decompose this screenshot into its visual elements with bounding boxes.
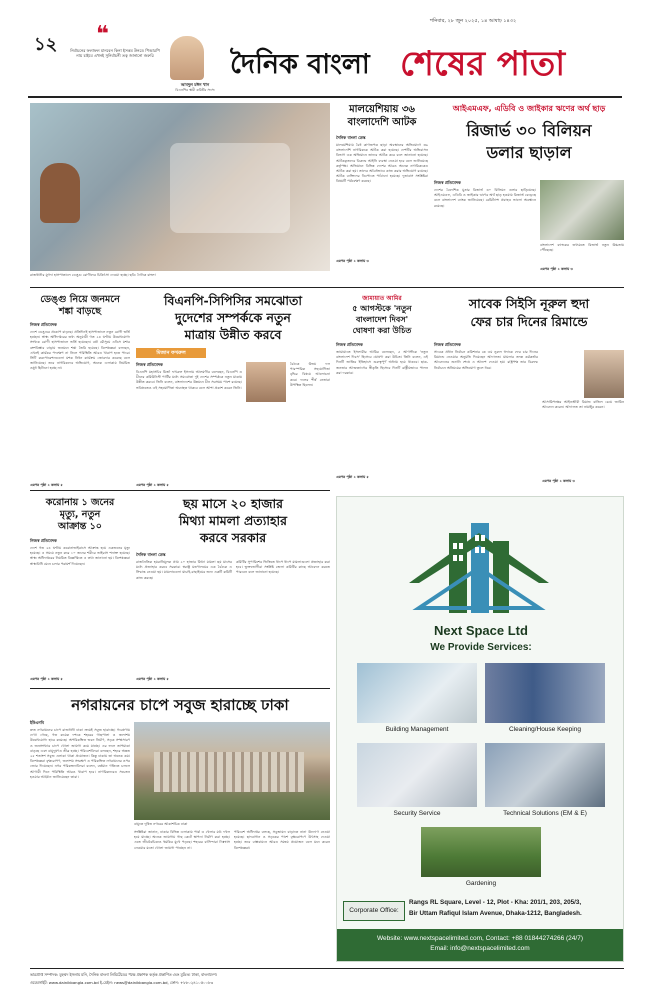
jamaat-continued: এরপর পৃষ্ঠা ২ কলাম ৫	[336, 475, 369, 479]
service-technical-label: Technical Solutions (EM & E)	[503, 810, 587, 817]
case-continued: এরপর পৃষ্ঠা ২ কলাম ৫	[136, 677, 169, 681]
reserve-headline-1: রিজার্ভ ৩০ বিলিয়ন	[466, 121, 592, 140]
service-cleaning-label: Cleaning/House Keeping	[509, 726, 581, 733]
divider-1	[30, 287, 624, 288]
jamaat-headline-1: ৫ আগস্টকে 'নতুন	[352, 304, 412, 313]
next-space-ad[interactable]	[336, 496, 624, 962]
dengue-body: দেশে ডেঙ্গুর প্রকোপ বাড়ছে। প্রতিদিনই হাসপাতালে নতুন রোগী ভর্তি হচ্ছেন। স্বাস্থ্য অধিদপ্তরের তথ্য অনুযায়ী গত ২৪ ঘণ্টায় উল্লেখযোগ্য সংখ্যক রোগী হাসপাতালে ভর্তি হয়েছেন। বর্ষা মৌসুমে এডিস মশার বংশবিস্তার বাড়ায় জনমনে শঙ্কা তৈরি হয়েছে। বিশেষজ্ঞরা বলছেন, এখনই কার্যকর পদক্ষেপ না নিলে পরিস্থিতি আরও খারাপ হতে পারে। সিটি করপোরেশনগুলো মশক নিধন কার্যক্রম জোরদার করেছে বলে জানিয়েছে। তবে নাগরিকদের অভিযোগ, অনেক এলাকায় নিয়মিত ওষুধ ছিটানো হচ্ছে না।	[30, 330, 130, 371]
jamaat-headline-3: ঘোষণা করা উচিত	[352, 326, 412, 335]
ad-address-2: Bir Uttam Rafiqul Islam Avenue, Dhaka-1212, Bangladesh.	[409, 910, 582, 917]
service-photo-gardening	[421, 827, 541, 877]
reserve-continued: এরপর পৃষ্ঠা ২ কলাম ৩	[540, 267, 573, 271]
divider-3	[30, 688, 330, 689]
case-headline-2: মিথ্যা মামলা প্রত্যাহার	[178, 513, 288, 528]
service-security-label: Security Service	[393, 810, 441, 817]
service-photo-cleaning	[485, 663, 605, 723]
dhaka-aerial-photo	[134, 722, 330, 820]
bnp-headline-1: বিএনপি-সিপিসির সমঝোতা	[163, 293, 303, 308]
next-space-logo-icon	[389, 513, 569, 623]
dengue-byline: নিজস্ব প্রতিবেদক	[30, 322, 57, 327]
huda-photo	[584, 350, 624, 398]
divider-2	[30, 490, 330, 491]
ad-contact-bar	[337, 929, 623, 961]
bnp-body: বিএনপি মহাসচিব মির্জা ফখরুল ইসলাম আলমগীর বলেছেন, বিএনপি ও চীনের কমিউনিস্ট পার্টির মধ্যে সমঝোতা দুই দেশের সম্পর্ককে নতুন মাত্রায় উন্নীত করবে। তিনি বলেন, বাংলাদেশের উন্নয়নে চীন সবসময় পাশে রয়েছে। ভবিষ্যতেও এই সহযোগিতা অব্যাহত থাকবে বলে আশা প্রকাশ করেন তিনি।	[136, 370, 242, 390]
masthead-quote: নির্বাচনের ফলাফল মানবেন কিনা ইসকম উনডে পিআরপি নায় চাইবে এখনই সুনির্বাচনী তত্ব জানানো জরুরি	[70, 48, 160, 59]
footer-imprint: ভারপ্রাপ্ত সম্পাদক: মুহম্মদ ইসলাম মনি, দৈনিক বাংলা লিমিটেডের পক্ষে প্রকাশক কর্তৃক প্রকাশিত এবং মুদ্রিত। ঢাকা, বাংলাদেশ।	[30, 972, 217, 977]
service-photo-technical	[485, 743, 605, 807]
masthead-title-left: দৈনিক বাংলা	[230, 49, 370, 80]
dhaka-body-3: পরিবেশ অধিদপ্তর বলছে, সবুজায়ন বাড়াতে নানা উদ্যোগ নেওয়া হয়েছে। ছাদবাগান ও সড়কের পাশে বৃক্ষরোপণে উৎসাহ দেওয়া হচ্ছে। তবে বাস্তবায়নে আরও সমন্বয় প্রয়োজন বলে মনে করেন বিশেষজ্ঞরা।	[234, 830, 330, 850]
service-photo-building	[357, 663, 477, 723]
masthead-title-right: শেষের পাতা	[400, 44, 566, 84]
dhaka-photo-caption: বায়ুতে দূষিত নগরের আকাশচিত্র ঢাকা	[134, 822, 188, 826]
case-headline-3: করবে সরকার	[199, 530, 267, 545]
quote-author: আবদুল মঈন খান	[180, 82, 210, 87]
jamaat-kicker: জামায়াত আমির	[362, 295, 402, 302]
reserve-body-2: বাংলাদেশ ব্যাংকের তথ্যমতে রিজার্ভ নতুন উচ্চতায় পৌঁছেছে।	[540, 243, 624, 253]
service-building-label: Building Management	[385, 726, 449, 733]
huda-headline-2: ফের চার দিনের রিমান্ডে	[470, 314, 588, 329]
dhaka-body-2: সংশ্লিষ্টরা জানান, ঢাকার বিভিন্ন এলাকায় পার্ক ও খেলার মাঠ দখল হয়ে যাচ্ছে। অনেক জায়গায় গাছ কেটে স্থাপনা নির্মাণ করা হচ্ছে। এতে জীববৈচিত্র্যও হুমকির মুখে পড়ছে। শহরের বাসিন্দারা নিঃশ্বাস নেওয়ার মতো খোলা জায়গা পাচ্ছেন না।	[134, 830, 230, 850]
huda-body: সাবেক প্রধান নির্বাচন কমিশনার কে এম নূরুল হুদাকে ফের চার দিনের রিমান্ডে নেওয়ার অনুমতি দিয়েছেন আদালত। মামলার তদন্ত কর্মকর্তার আবেদনের শুনানি শেষে এ আদেশ দেওয়া হয়। রাষ্ট্রপক্ষ তার বিরুদ্ধে নির্বাচনে অনিয়মের অভিযোগ তুলে ধরে।	[434, 350, 538, 370]
dhaka-headline: নগরায়নের চাপে সবুজ হারাচ্ছে ঢাকা	[71, 696, 289, 714]
corona-headline-1: করোনায় ১ জনের	[45, 497, 115, 508]
bnp-continued: এরপর পৃষ্ঠা ২ কলাম ৫	[136, 483, 169, 487]
dengue-photo	[30, 103, 330, 271]
service-gardening-label: Gardening	[465, 880, 497, 887]
corona-byline: নিজস্ব প্রতিবেদক	[30, 538, 57, 543]
service-photo-security	[357, 743, 477, 807]
bnp-author-tag: মিজান ফখরুল	[136, 348, 206, 358]
corona-continued: এরপর পৃষ্ঠা ২ কলাম ৫	[30, 677, 63, 681]
reserve-kicker: আইএমএফ, এডিবি ও জাইকার ঋণের অর্থ ছাড়	[452, 104, 606, 113]
dollar-photo	[540, 180, 624, 240]
ad-company-name: Next Space Ltd	[434, 623, 528, 638]
ad-address-1: Rangs RL Square, Level - 12, Plot - Kha: 201/1, 203, 205/3,	[409, 899, 582, 906]
quote-author-photo	[170, 36, 204, 80]
malaysia-continued: এরপর পৃষ্ঠা ২ কলাম ৩	[336, 259, 369, 263]
corona-headline-3: আক্রান্ত ১০	[58, 521, 102, 532]
case-body: রাজনৈতিক হয়রানিমূলক প্রায় ২০ হাজার মিথ্যা মামলা ছয় মাসের মধ্যে প্রত্যাহার করবে সরকার। স্বরাষ্ট্র মন্ত্রণালয়ের এক বৈঠকে এ সিদ্ধান্ত নেওয়া হয়। মামলাগুলো যাচাই-বাছাইয়ের জন্য একটি কমিটি কাজ করছে।	[136, 560, 232, 580]
bnp-byline: নিজস্ব প্রতিবেদক	[136, 362, 163, 367]
ad-tagline: We Provide Services:	[430, 642, 532, 653]
page-number: ১২	[34, 34, 58, 55]
ad-email-line[interactable]: Email: info@nextspacelimited.com	[430, 945, 530, 952]
reserve-byline: নিজস্ব প্রতিবেদক	[434, 180, 461, 185]
jamaat-body: জামায়াতে ইসলামীর আমির বলেছেন, ৫ আগস্টকে 'নতুন বাংলাদেশ দিবস' হিসেবে ঘোষণা করা উচিত। তিনি বলেন, এই দিনটি জাতির ইতিহাসে গুরুত্বপূর্ণ অধ্যায় হয়ে থাকবে। ছাত্র-জনতার আত্মত্যাগের স্বীকৃতি হিসেবে দিনটি রাষ্ট্রীয়ভাবে পালন করা দরকার।	[336, 350, 428, 375]
case-byline: দৈনিক বাংলা ডেস্ক	[136, 552, 166, 557]
masthead-rule	[28, 96, 622, 98]
dateline: শনিবার, ২৮ জুন ২০২৫, ১৪ আষাঢ় ১৪৩২	[430, 18, 517, 24]
huda-continued: এরপর পৃষ্ঠা ২ কলাম ৩	[542, 479, 575, 483]
malaysia-body: মালয়েশিয়ায় বৈধ কাগজপত্র ছাড়া অবস্থানের অভিযোগে ৩৬ বাংলাদেশি নাগরিককে আটক করা হয়েছে। দেশটির অভিবাসন বিভাগ এক অভিযানে তাদের আটক করে বলে জানানো হয়েছে। আটককৃতদের বিরুদ্ধে আইনি ব্যবস্থা নেওয়া হবে বলে জানিয়েছে কর্তৃপক্ষ। অভিযানে বিভিন্ন দেশের আরও অনেক নাগরিককেও আটক করা হয়। তাদের অবৈধভাবে কাজ করার অভিযোগ রয়েছে। আটক ব্যক্তিদের ডিপোতে পাঠানো হয়েছে। দূতাবাস সংশ্লিষ্টরা বিষয়টি পর্যবেক্ষণ করছে।	[336, 143, 428, 184]
corona-body: দেশে গত ২৪ ঘণ্টায় করোনাভাইরাসে আক্রান্ত হয়ে একজনের মৃত্যু হয়েছে। এ সময়ে নতুন করে ১০ জনের শরীরে ভাইরাস শনাক্ত হয়েছে। স্বাস্থ্য অধিদপ্তরের নিয়মিত বিজ্ঞপ্তিতে এ তথ্য জানানো হয়। বিশেষজ্ঞরা স্বাস্থ্যবিধি মেনে চলার পরামর্শ দিয়েছেন।	[30, 546, 130, 566]
bnp-body-2: বৈঠকে উভয় দল পারস্পরিক সহযোগিতা বৃদ্ধির বিষয়ে আলোচনা করে। দলের শীর্ষ নেতারা উপস্থিত ছিলেন।	[290, 362, 330, 387]
jamaat-byline: নিজস্ব প্রতিবেদক	[336, 342, 363, 347]
ad-office-label: Corporate Office:	[343, 901, 405, 921]
quote-role: বিএনপির স্থায়ী কমিটির সদস্য	[175, 88, 215, 92]
case-headline-1: ছয় মাসে ২০ হাজার	[183, 496, 283, 511]
dhaka-body: দ্রুত নগরায়নের চাপে রাজধানী ঢাকা ক্রমেই সবুজ হারাচ্ছে। গবেষণায় দেখা গেছে, গত কয়েক দশকে শহরের গাছপালা ও জলাশয় উল্লেখযোগ্য হারে কমেছে। অপরিকল্পিত ভবন নির্মাণ, সড়ক সম্প্রসারণ ও জনসংখ্যার চাপে খোলা জায়গা কমে যাচ্ছে। এর ফলে তাপমাত্রা বাড়ছে এবং বায়ুদূষণও তীব্র হচ্ছে। পরিবেশবিদরা বলছেন, শহরে অন্তত ২৫ শতাংশ সবুজ এলাকা থাকা প্রয়োজন। কিন্তু ঢাকায় তা অনেক কম। বিশেষজ্ঞরা বৃক্ষরোপণ, জলাশয় সংরক্ষণ ও পরিকল্পিত নগরায়নের ওপর জোর দিয়েছেন। নগর পরিকল্পনাবিদরা বলেন, বর্তমান গতিতে চললে আগামী দিনে পরিস্থিতি আরও খারাপ হবে। নাগরিকদেরও সচেতন হওয়ার আহ্বান জানিয়েছেন তারা।	[30, 728, 130, 779]
jamaat-headline-2: বাংলাদেশ দিবস'	[355, 315, 409, 324]
dengue-photo-caption: রাজধানীর মুগদা হাসপাতালে ডেঙ্গু রোগীদের চিকিৎসা দেওয়া হচ্ছে। ছবি: দৈনিক বাংলা	[30, 273, 156, 277]
dengue-continued: এরপর পৃষ্ঠা ২ কলাম ৫	[30, 483, 63, 487]
dengue-headline-2: শঙ্কা বাড়ছে	[58, 306, 102, 317]
fakhrul-photo	[246, 362, 286, 402]
footer-rule	[30, 968, 624, 969]
malaysia-byline: দৈনিক বাংলা ডেস্ক	[336, 135, 366, 140]
bnp-headline-3: মাত্রায় উন্নীত করবে	[184, 327, 282, 342]
footer-contact: ওয়েবসাইট: www.dainikbangla.com.bd ই-মেইল: news@dainikbangla.com.bd, ফোন: +৮৮০২৪১০৫০০৮৩	[30, 980, 213, 985]
bnp-headline-2: দুদেশের সম্পর্ককে নতুন	[175, 310, 291, 325]
huda-headline-1: সাবেক সিইসি নূরুল হুদা	[468, 296, 590, 311]
reserve-body: দেশের বৈদেশিক মুদ্রার রিজার্ভ ৩০ বিলিয়ন ডলার ছাড়িয়েছে। আইএমএফ, এডিবি ও জাইকার ঋণের অর্থ ছাড় হওয়ায় রিজার্ভ বেড়েছে বলে বাংলাদেশ ব্যাংক জানিয়েছে। রেমিট্যান্স প্রবাহও ভালো অবস্থানে রয়েছে।	[434, 188, 536, 208]
huda-byline: নিজস্ব প্রতিবেদক	[434, 342, 461, 347]
reserve-headline-2: ডলার ছাড়াল	[486, 143, 572, 162]
dengue-headline-1: ডেঙ্গু নিয়ে জনমনে	[40, 294, 120, 305]
case-body-2: কমিটির সুপারিশের ভিত্তিতে ধাপে ধাপে মামলাগুলো প্রত্যাহার করা হবে। ভুক্তভোগীরা সংশ্লিষ্ট জেলা কমিটির কাছে আবেদন করতে পারবেন বলে জানানো হয়েছে।	[236, 560, 330, 575]
corona-headline-2: মৃত্যু, নতুন	[59, 509, 101, 520]
malaysia-headline: মালয়েশিয়ায় ৩৬ বাংলাদেশি আটক	[347, 104, 417, 128]
dhaka-byline: ইউএনবি	[30, 720, 44, 725]
ad-website-line[interactable]: Website: www.nextspacelimited.com, Contact: +88 01844274266 (24/7)	[376, 935, 583, 942]
huda-body-2: আসামিপক্ষের আইনজীবী রিমান্ড বাতিল চেয়ে জামিন আবেদন করেন। আদালত তা নামঞ্জুর করেন।	[542, 400, 624, 410]
quote-mark-icon: ❝	[96, 22, 109, 47]
